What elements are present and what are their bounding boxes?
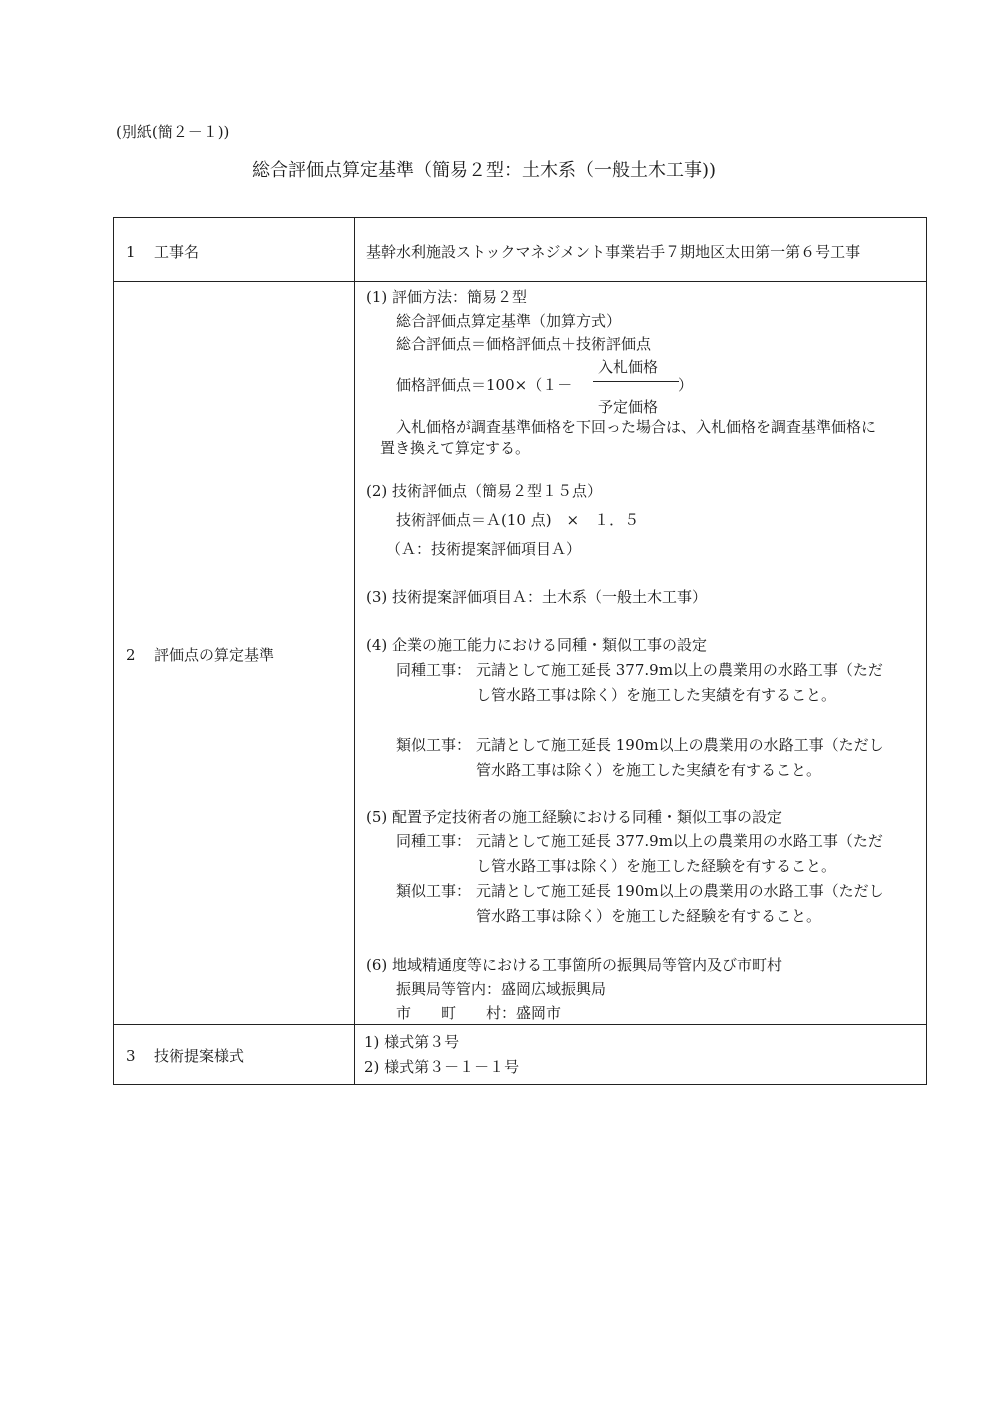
row1-number: 1 — [126, 243, 136, 261]
s5-sim-line2: 管水路工事は除く）を施工した経験を有すること。 — [476, 907, 822, 925]
row3-label — [126, 1045, 244, 1066]
s5-sim-line1: 元請として施工延長 190m以上の農業用の水路工事（ただし — [476, 882, 884, 900]
s2-formula: 技術評価点＝Ａ(10 点) × １．５ — [396, 511, 640, 529]
row-divider-2 — [113, 1024, 927, 1025]
row3-number: 3 — [126, 1047, 136, 1065]
project-name: 基幹水利施設ストックマネジメント事業岩手７期地区太田第一第６号工事 — [366, 243, 861, 261]
s4-sim-line2: 管水路工事は除く）を施工した実績を有すること。 — [476, 761, 822, 779]
s5-sim-label: 類似工事： — [396, 882, 472, 900]
s1-numerator: 入札価格 — [598, 358, 659, 376]
s5-same-line1: 元請として施工延長 377.9m以上の農業用の水路工事（ただ — [476, 832, 883, 850]
fraction-bar — [593, 381, 679, 382]
s4-sim-label: 類似工事： — [396, 736, 472, 754]
s2-note: （Ａ：技術提案評価項目Ａ） — [386, 540, 582, 558]
s1-line1: 総合評価点算定基準（加算方式） — [396, 312, 622, 330]
row2-label-text: 評価点の算定基準 — [154, 646, 275, 664]
s5-same-line2: し管水路工事は除く）を施工した経験を有すること。 — [476, 857, 837, 875]
s1-line2: 総合評価点＝価格評価点＋技術評価点 — [396, 335, 652, 353]
form-item-1: 1) 様式第３号 — [364, 1033, 460, 1051]
s5-heading: (5) 配置予定技術者の施工経験における同種・類似工事の設定 — [366, 808, 783, 826]
annex-label: (別紙(簡２－１)) — [116, 123, 230, 141]
column-divider — [354, 217, 355, 1085]
s6-line2: 市 町 村：盛岡市 — [396, 1004, 562, 1022]
s3-heading: (3) 技術提案評価項目Ａ：土木系（一般土木工事） — [366, 588, 708, 606]
s4-same-line2: し管水路工事は除く）を施工した実績を有すること。 — [476, 686, 837, 704]
s4-same-label: 同種工事： — [396, 661, 472, 679]
s4-same-line1: 元請として施工延長 377.9m以上の農業用の水路工事（ただ — [476, 661, 883, 679]
s4-heading: (4) 企業の施工能力における同種・類似工事の設定 — [366, 636, 708, 654]
s1-denominator: 予定価格 — [598, 398, 659, 416]
s1-formula-prefix: 価格評価点＝100×（１－ — [396, 376, 573, 394]
row3-label-text: 技術提案様式 — [154, 1047, 245, 1065]
s1-formula-suffix: ） — [678, 376, 694, 394]
s6-line1: 振興局等管内：盛岡広域振興局 — [396, 980, 607, 998]
form-item-2: 2) 様式第３－１－１号 — [364, 1058, 520, 1076]
page-title: 総合評価点算定基準（簡易２型：土木系（一般土木工事)) — [252, 160, 717, 181]
s1-note2: 置き換えて算定する。 — [380, 439, 531, 457]
s1-note1: 入札価格が調査基準価格を下回った場合は、入札価格を調査基準価格に — [396, 418, 877, 436]
row2-label — [126, 644, 274, 665]
s6-heading: (6) 地域精通度等における工事箇所の振興局等管内及び市町村 — [366, 956, 783, 974]
s1-heading: (1) 評価方法：簡易２型 — [366, 288, 528, 306]
s5-same-label: 同種工事： — [396, 832, 472, 850]
row2-number: 2 — [126, 646, 136, 664]
s2-heading: (2) 技術評価点（簡易２型１５点） — [366, 482, 603, 500]
row1-label-text: 工事名 — [154, 243, 200, 261]
row-divider-1 — [113, 281, 927, 282]
s4-sim-line1: 元請として施工延長 190m以上の農業用の水路工事（ただし — [476, 736, 884, 754]
row1-label — [126, 241, 199, 262]
